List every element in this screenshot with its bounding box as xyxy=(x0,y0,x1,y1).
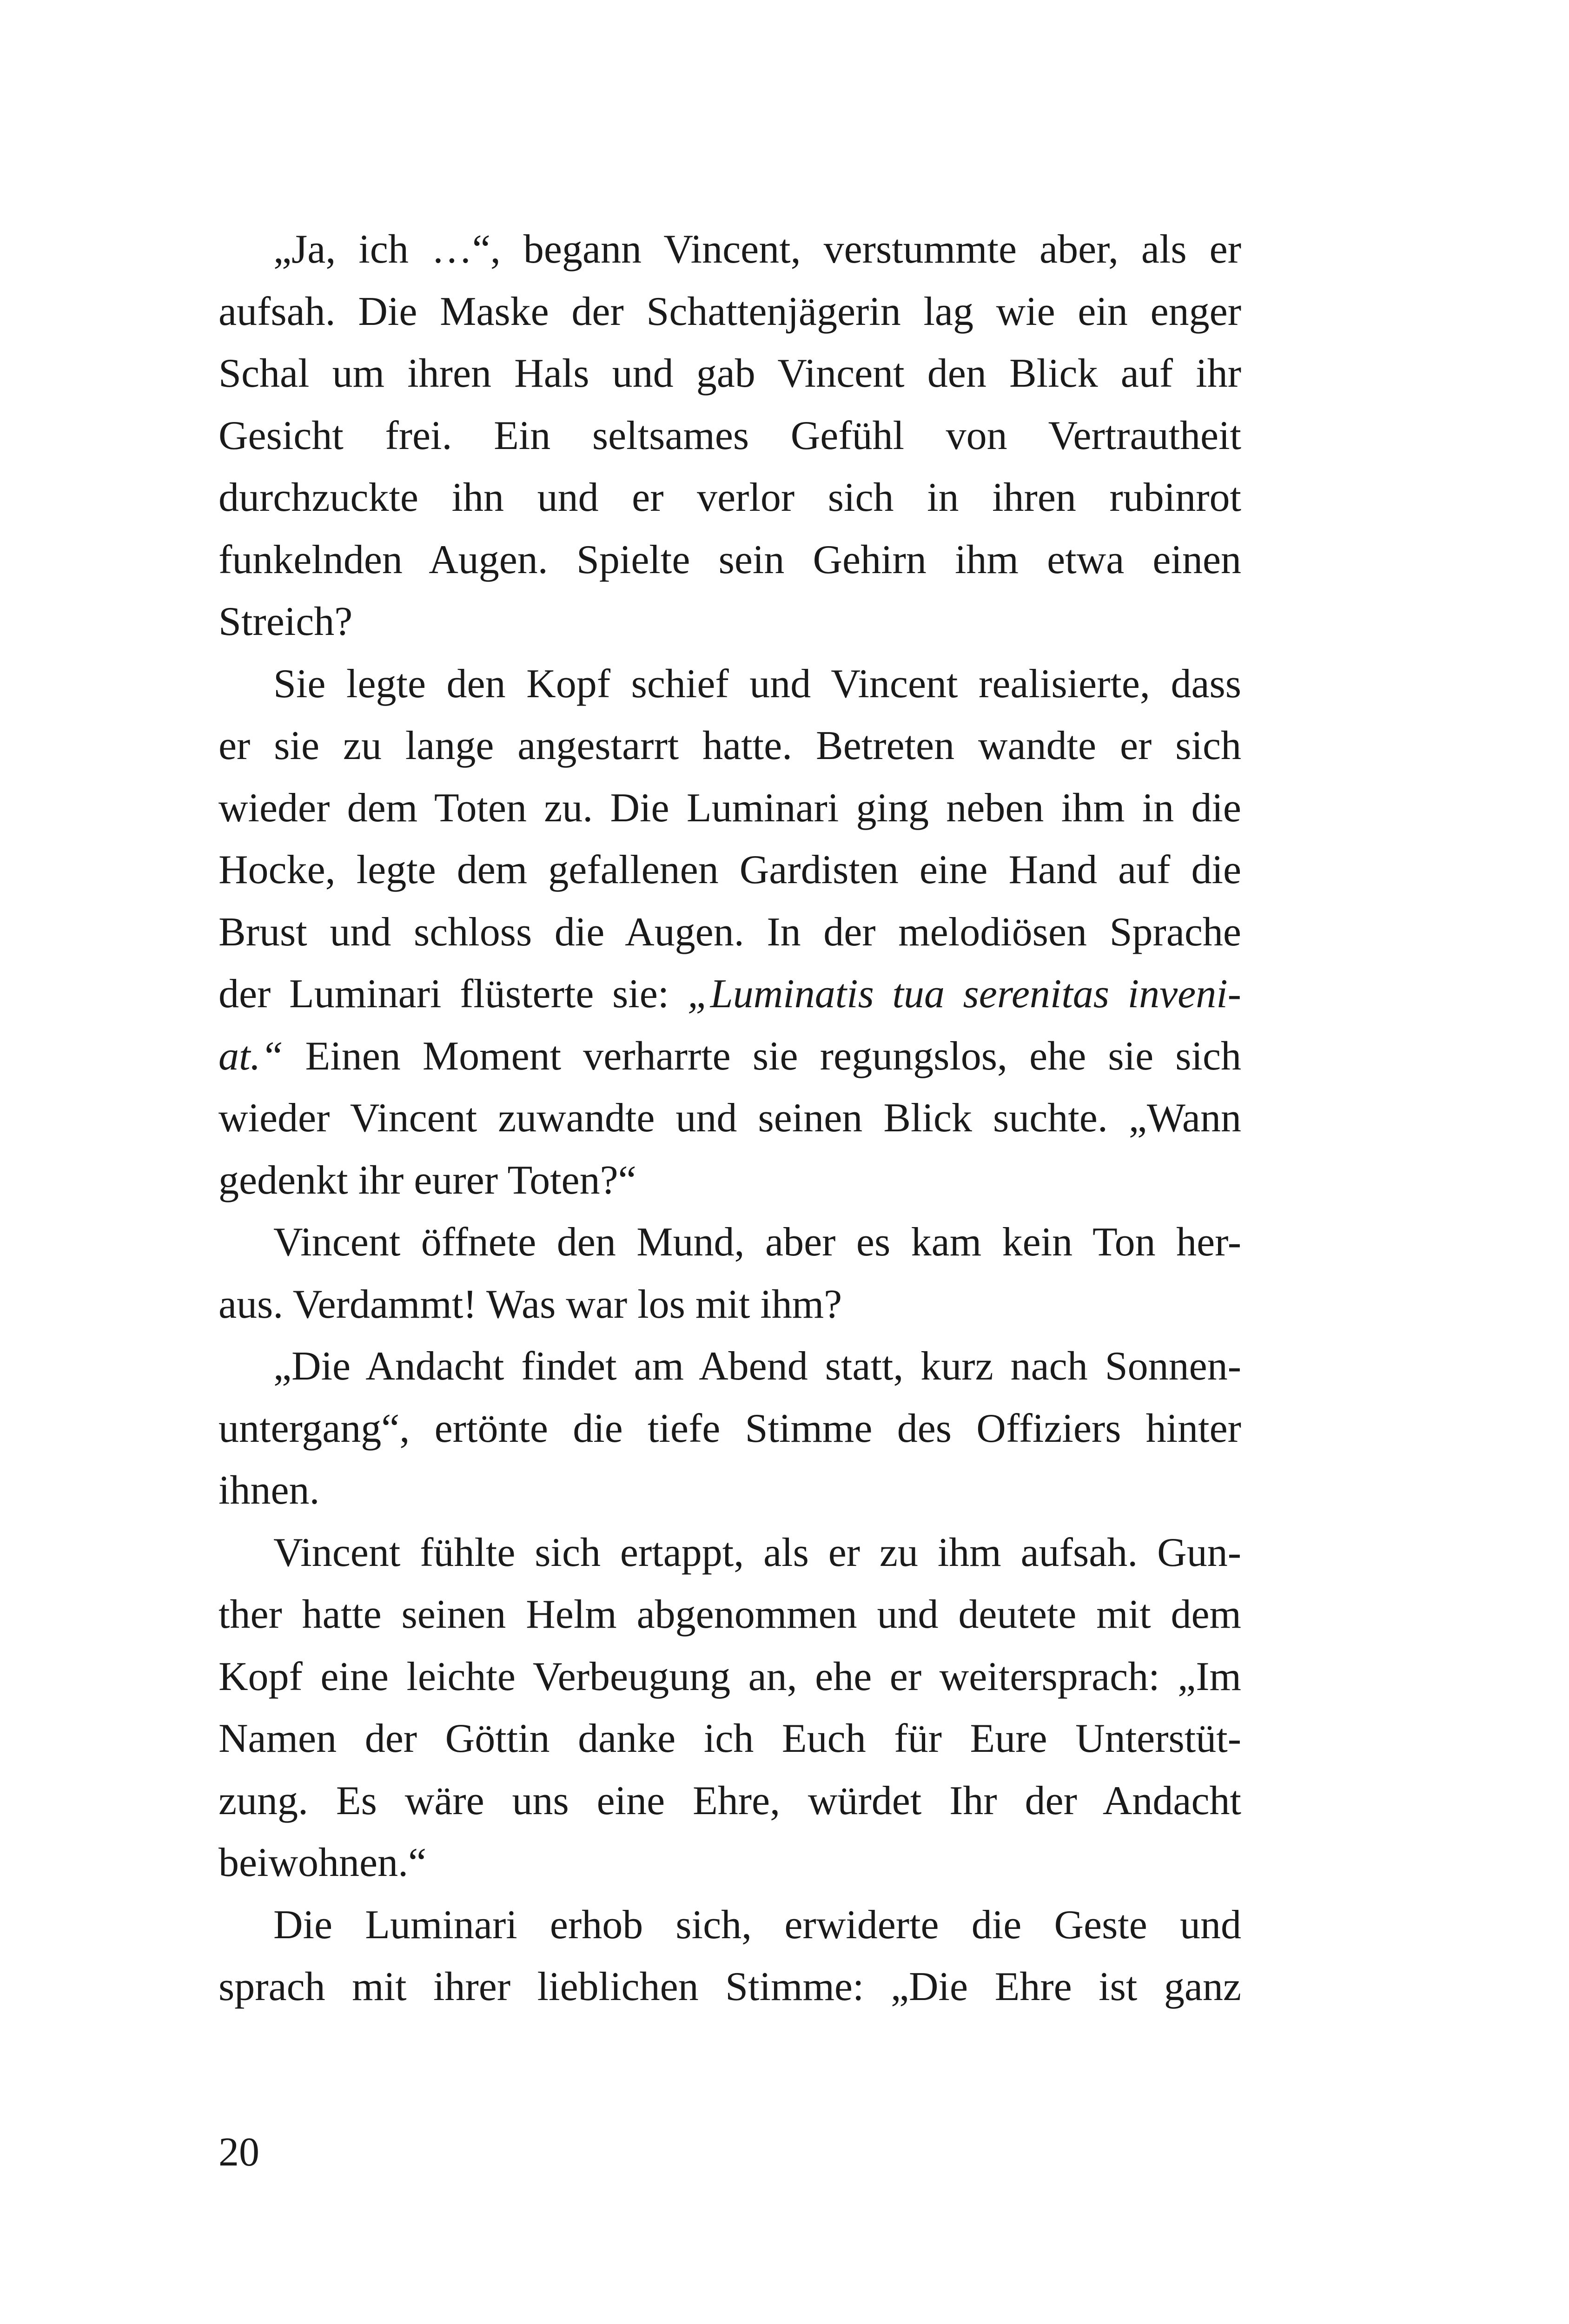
text-line: „Ja, ich …“, begann Vincent, verstummte aber, als er xyxy=(273,227,1241,272)
text-line: Sie legte den Kopf schief und Vincent realisierte, dass xyxy=(273,661,1241,706)
text-line: aus. Verdammt! Was war los mit ihm? xyxy=(218,1281,842,1327)
text-line-mixed xyxy=(218,963,1241,1025)
text-line: Streich? xyxy=(218,599,353,644)
latin-phrase: „Luminatis tua serenitas inveni- xyxy=(687,971,1241,1017)
text-line: „Die Andacht findet am Abend statt, kurz nach Sonnen- xyxy=(273,1344,1241,1389)
text-segment: Einen Moment verharrte sie regungslos, ehe sie sich xyxy=(283,1033,1241,1079)
text-segment: der Luminari flüsterte sie: xyxy=(218,971,688,1017)
text-line: Gesicht frei. Ein seltsames Gefühl von Vertrautheit xyxy=(218,413,1241,458)
text-line: wieder Vincent zuwandte und seinen Blick suchte. „Wann xyxy=(218,1096,1241,1141)
text-line: beiwohnen.“ xyxy=(218,1840,427,1885)
text-line: Vincent öffnete den Mund, aber es kam kein Ton her- xyxy=(273,1220,1241,1265)
page-number: 20 xyxy=(218,2130,259,2175)
text-line: funkelnden Augen. Spielte sein Gehirn ihm etwa einen xyxy=(218,537,1241,582)
text-line: ihnen. xyxy=(218,1468,320,1513)
text-line: Die Luminari erhob sich, erwiderte die Geste und xyxy=(273,1902,1241,1948)
text-line-mixed xyxy=(218,1025,1241,1088)
latin-phrase-end: at.“ xyxy=(218,1033,284,1079)
text-line: Hocke, legte dem gefallenen Gardisten eine Hand auf die xyxy=(218,847,1241,892)
text-line: Namen der Göttin danke ich Euch für Eure Unterstüt- xyxy=(218,1716,1241,1761)
text-line: zung. Es wäre uns eine Ehre, würdet Ihr der Andacht xyxy=(218,1778,1241,1823)
text-line: sprach mit ihrer lieblichen Stimme: „Die Ehre ist ganz xyxy=(218,1964,1241,2009)
text-line: Schal um ihren Hals und gab Vincent den Blick auf ihr xyxy=(218,351,1241,396)
text-line: durchzuckte ihn und er verlor sich in ihren rubinrot xyxy=(218,475,1241,520)
text-line: er sie zu lange angestarrt hatte. Betreten wandte er sich xyxy=(218,723,1241,768)
text-line: Vincent fühlte sich ertappt, als er zu ihm aufsah. Gun- xyxy=(273,1530,1241,1575)
text-line: gedenkt ihr eurer Toten?“ xyxy=(218,1157,636,1203)
text-line: wieder dem Toten zu. Die Luminari ging neben ihm in die xyxy=(218,785,1241,831)
text-line: aufsah. Die Maske der Schattenjägerin lag wie ein enger xyxy=(218,289,1241,334)
body-text xyxy=(218,218,1241,2018)
text-line: Brust und schloss die Augen. In der melodiösen Sprache xyxy=(218,909,1241,955)
text-line: Kopf eine leichte Verbeugung an, ehe er weitersprach: „Im xyxy=(218,1654,1241,1699)
text-line: untergang“, ertönte die tiefe Stimme des Offiziers hinter xyxy=(218,1406,1241,1451)
text-line: ther hatte seinen Helm abgenommen und deutete mit dem xyxy=(218,1592,1241,1637)
